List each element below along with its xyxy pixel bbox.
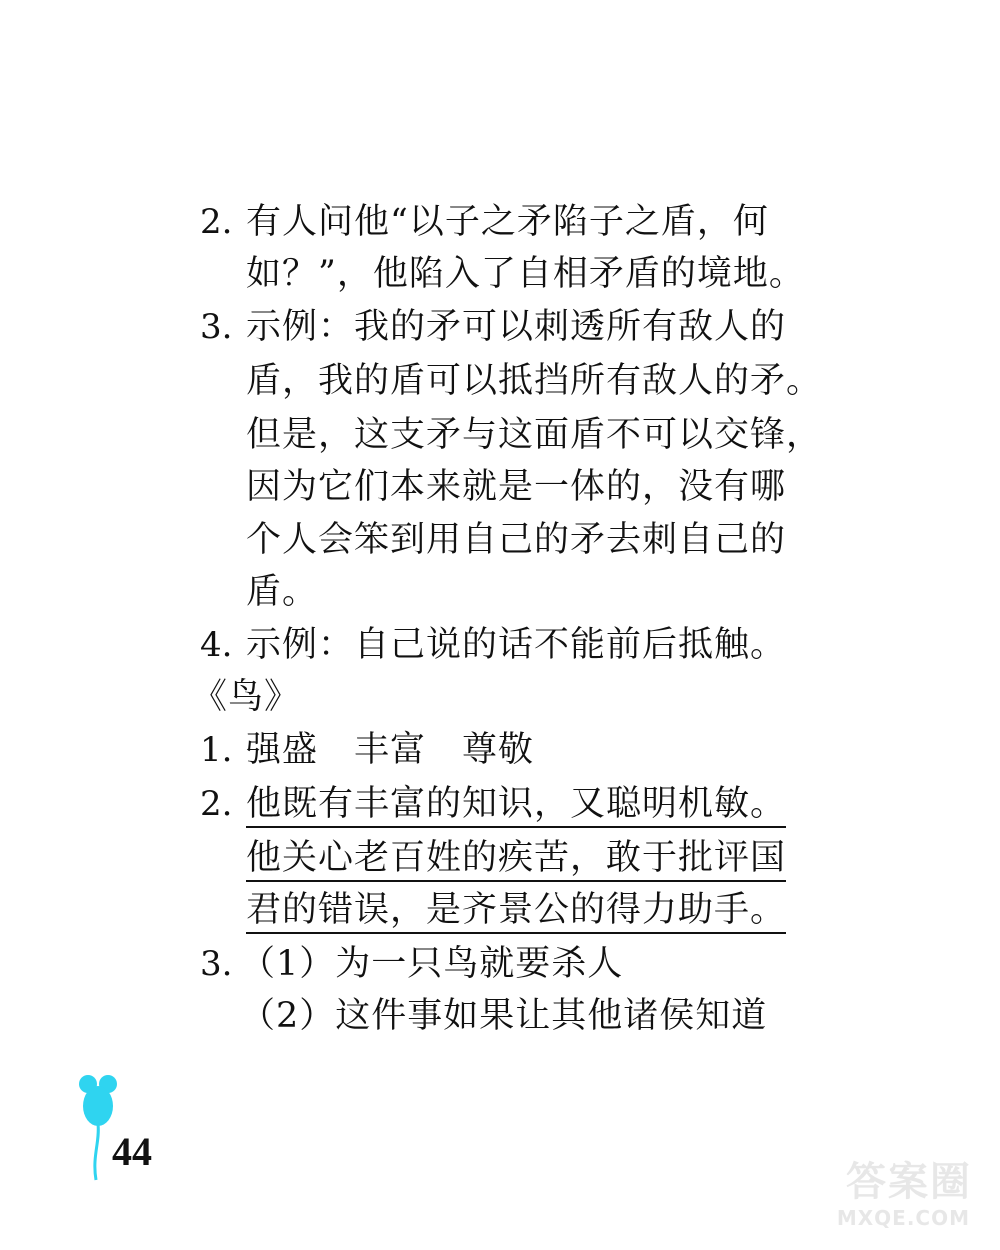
- answer-text: 盾。: [246, 572, 319, 612]
- watermark-title: 答案圈: [846, 1159, 972, 1205]
- underlined-text: 君的错误，是齐景公的得力助手。: [246, 890, 786, 934]
- page-number: 44: [112, 1129, 152, 1174]
- item-number: 2.: [200, 784, 233, 824]
- underlined-text: 他关心老百姓的疾苦，敢于批评国: [246, 838, 786, 882]
- answer-text: [246, 782, 786, 826]
- answer-text: 但是，这支矛与这面盾不可以交锋，: [246, 415, 823, 455]
- answer-text: （1）为一只鸟就要杀人: [240, 944, 624, 984]
- answer-text: 盾，我的盾可以抵挡所有敌人的矛。: [246, 361, 823, 401]
- item-number: 1.: [200, 730, 233, 770]
- section-title: 《鸟》: [192, 677, 301, 717]
- answer-text: （2）这件事如果让其他诸侯知道: [240, 996, 768, 1036]
- item-number: 2.: [200, 202, 233, 242]
- answer-text: 如？”，他陷入了自相矛盾的境地。: [246, 254, 805, 294]
- answer-text: 示例：我的矛可以刺透所有敌人的: [246, 307, 787, 347]
- underlined-text: 他既有丰富的知识，又聪明机敏。: [246, 784, 786, 828]
- answer-text: 个人会笨到用自己的矛去刺自己的: [246, 520, 787, 560]
- watermark-url: MXQE.COM: [836, 1206, 970, 1230]
- answer-text: [246, 836, 786, 880]
- watermark-logo: [790, 1160, 980, 1240]
- item-number: 3.: [200, 307, 233, 347]
- answer-text: 有人问他“以子之矛陷子之盾，何: [246, 202, 769, 242]
- item-number: 4.: [200, 625, 233, 665]
- answer-text: 示例：自己说的话不能前后抵触。: [246, 625, 787, 665]
- item-number: 3.: [200, 944, 233, 984]
- answer-text: 强盛 丰富 尊敬: [246, 730, 535, 770]
- answer-text: [246, 888, 786, 932]
- answer-text: 因为它们本来就是一体的，没有哪: [246, 467, 787, 507]
